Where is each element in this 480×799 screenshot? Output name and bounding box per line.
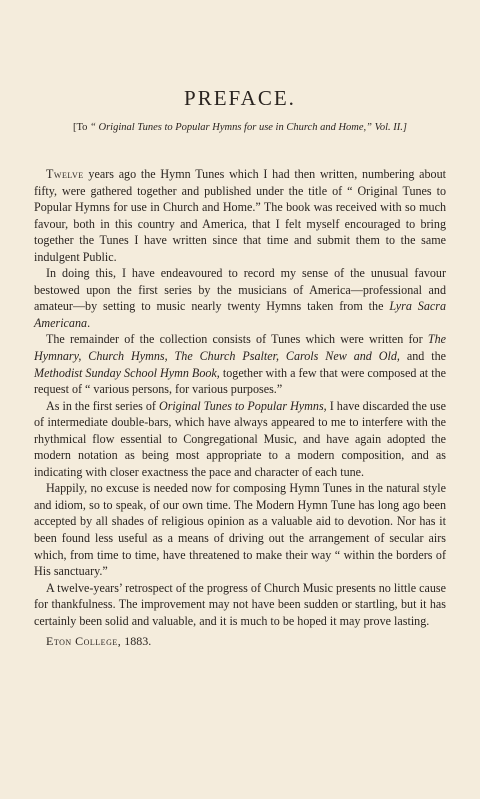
paragraph-2-text-a: In doing this, I have endeavoured to record my sense of the unusual favour bestowed upon the first series by the musicians of America—professional and amateur—by setting to music nearly twenty Hymns taken from the — [34, 266, 446, 314]
paragraph-2-book-title: Lyra Sacra Americana — [34, 299, 446, 330]
paragraph-3-text-a: The remainder of the collection consists of Tunes which were written for — [46, 332, 423, 347]
paragraph-5: Happily, no excuse is needed now for composing Hymn Tunes in the natural style and idiom, so to speak, of our own time. The Modern Hymn Tune has long ago been accepted by all shades of religious opinion as a valuable aid to devotion. Nor has it been found less useful as a means of driving out the arrangement of secular airs which, from time to time, have threatened to make their way “ within the borders of His sanctuary.” — [34, 481, 446, 579]
paragraph-1 — [34, 166, 446, 265]
paragraph-1-text: years ago the Hymn Tunes which I had then written, numbering about fifty, were gathered together and published under the title of “ Original Tunes to Popular Hymns for use in Church and Home.” The book was received with so much favour, both in this country and America, that I felt myself encouraged to bring together the Tunes I have written since that time and submit them to the same indulgent Public. — [34, 167, 446, 264]
signoff — [34, 633, 446, 650]
paragraph-3-text-b: and the — [406, 349, 446, 364]
paragraph-3-book-title-2: Methodist Sunday School Hymn Book, — [34, 365, 220, 380]
paragraph-4-text-a: As in the first series of — [46, 398, 156, 413]
subtitle — [34, 122, 446, 133]
signoff-place: Eton College, — [46, 634, 122, 649]
signoff-year: 1883. — [124, 634, 152, 649]
paragraph-6: A twelve-years’ retrospect of the progress of Church Music presents no little cause for thankfulness. The improvement may not have been sudden or startling, but it has certainly been solid and valuable, and it is much to be hoped it may prove lasting. — [34, 580, 446, 628]
paragraph-1-lead: Twelve — [46, 167, 84, 181]
subtitle-book-title: “ Original Tunes to Popular Hymns for use in Church and Home,” — [90, 122, 373, 133]
paragraph-2-text-b: . — [87, 315, 91, 330]
paragraph-3-text-c: together with a few that were composed at the request of “ various persons, for various purposes.” — [34, 365, 446, 397]
paragraph-4-book-title: Original Tunes to Popular Hymns, — [158, 398, 327, 413]
page-title: PREFACE. — [184, 86, 296, 110]
paragraph-3-book-titles: The Hymnary, Church Hymns, The Church Psalter, Carols New and Old, — [34, 332, 446, 364]
paragraph-3 — [34, 331, 446, 397]
paragraph-4 — [34, 398, 446, 481]
subtitle-open: [To — [72, 122, 88, 133]
paragraph-2 — [34, 265, 446, 331]
preface-body — [34, 166, 446, 650]
subtitle-volume: Vol. II.] — [374, 122, 408, 133]
paragraph-4-text-b: I have discarded the use of intermediate double-bars, which have always appeared to me to interfere with the rhythmical flow essential to Congregational Music, and have again adopted the modern notation as being most appropriate to a modern composition, and as indicating with closer exactness the pace and character of each tune. — [34, 398, 446, 479]
